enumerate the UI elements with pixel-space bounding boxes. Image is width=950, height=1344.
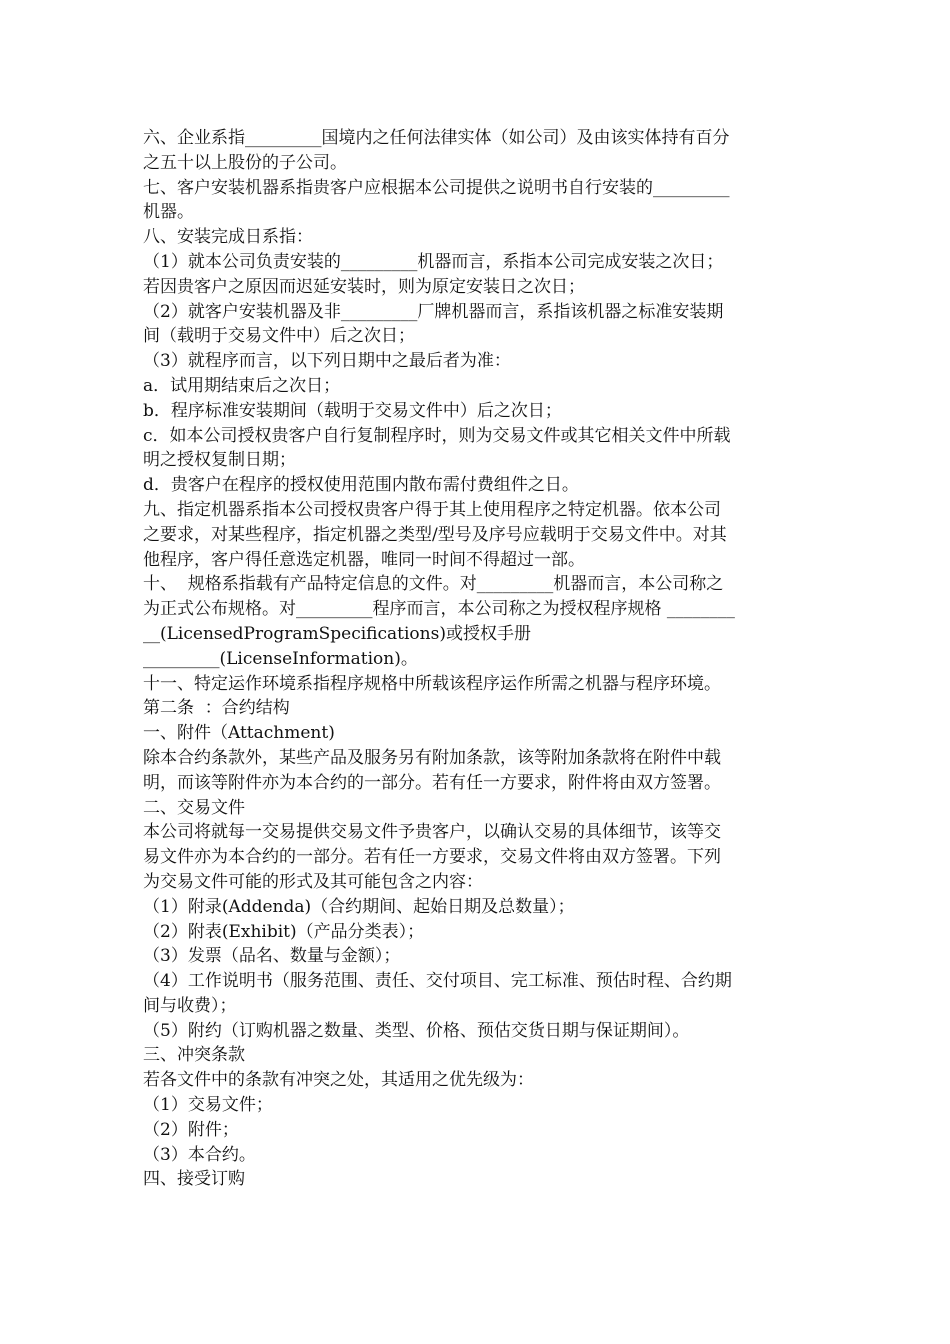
text-line: 十、 规格系指载有产品特定信息的文件。对_________机器而言，本公司称之 [143, 574, 724, 595]
text-line: _________(LicenseInformation)。 [143, 648, 418, 669]
section-heading: 四、接受订购 [143, 1169, 245, 1190]
text-line: 明，而该等附件亦为本合约的一部分。若有任一方要求，附件将由双方签署。 [143, 772, 721, 793]
text-line: c．如本公司授权贵客户自行复制程序时，则为交易文件或其它相关文件中所载 [143, 425, 731, 446]
text-line: 六、企业系指_________国境内之任何法律实体（如公司）及由该实体持有百分 [143, 128, 730, 148]
text-line: 若各文件中的条款有冲突之处，其适用之优先级为： [143, 1070, 534, 1091]
text-line: （3）发票（品名、数量与金额）； [143, 946, 401, 967]
document-body [143, 126, 808, 1192]
text-line: （2）附件； [143, 1119, 239, 1140]
text-line: 明之授权复制日期； [143, 450, 296, 471]
text-line: 易文件亦为本合约的一部分。若有任一方要求，交易文件将由双方签署。下列 [143, 847, 721, 868]
section-heading: 八、安装完成日系指： [143, 227, 313, 248]
text-line: 十一、特定运作环境系指程序规格中所载该程序运作所需之机器与程序环境。 [143, 673, 721, 694]
text-line: 除本合约条款外，某些产品及服务另有附加条款，该等附加条款将在附件中载 [143, 747, 721, 768]
text-line: 机器。 [143, 202, 194, 223]
text-line: __(LicensedProgramSpecifications)或授权手册 [143, 623, 531, 644]
text-line: 为正式公布规格。对_________程序而言，本公司称之为授权程序规格 ________ [143, 599, 735, 620]
text-line: （3）就程序而言，以下列日期中之最后者为准： [143, 351, 511, 372]
text-line: 九、指定机器系指本公司授权贵客户得于其上使用程序之特定机器。依本公司 [143, 499, 721, 520]
text-line: d．贵客户在程序的授权使用范围内散布需付费组件之日。 [143, 475, 579, 496]
text-line: 本公司将就每一交易提供交易文件予贵客户，以确认交易的具体细节，该等交 [143, 822, 721, 843]
text-line: 为交易文件可能的形式及其可能包含之内容： [143, 871, 483, 892]
text-line: （3）本合约。 [143, 1144, 256, 1165]
text-line: b．程序标准安装期间（载明于交易文件中）后之次日； [143, 400, 562, 421]
text-line: 他程序，客户得任意选定机器，唯同一时间不得超过一部。 [143, 549, 585, 570]
text-line: （1）就本公司负责安装的_________机器而言，系指本公司完成安装之次日； [143, 251, 724, 272]
text-line: 之要求，对某些程序，指定机器之类型/型号及序号应载明于交易文件中。对其 [143, 524, 727, 545]
text-line: （2）附表(Exhibit)（产品分类表）； [143, 921, 425, 942]
text-line: （2）就客户安装机器及非_________厂牌机器而言，系指该机器之标准安装期 [143, 301, 724, 322]
text-line: 间（载明于交易文件中）后之次日； [143, 326, 415, 347]
text-line: 之五十以上股份的子公司。 [143, 152, 347, 173]
text-line: 七、客户安装机器系指贵客户应根据本公司提供之说明书自行安装的_________ [143, 177, 730, 198]
section-heading: 二、交易文件 [143, 797, 245, 818]
text-line: （4）工作说明书（服务范围、责任、交付项目、完工标准、预估时程、合约期 [143, 971, 732, 992]
section-heading: 三、冲突条款 [143, 1045, 245, 1066]
text-line: a．试用期结束后之次日； [143, 375, 341, 396]
article-heading: 第二条 ：合约结构 [143, 698, 290, 719]
text-line: （1）交易文件； [143, 1095, 273, 1116]
text-line: 若因贵客户之原因而迟延安装时，则为原定安装日之次日； [143, 276, 585, 297]
text-line: 间与收费）； [143, 995, 237, 1016]
text-line: （1）附录(Addenda)（合约期间、起始日期及总数量）； [143, 896, 575, 917]
text-line: （5）附约（订购机器之数量、类型、价格、预估交货日期与保证期间）。 [143, 1020, 690, 1041]
section-heading: 一、附件（Attachment) [143, 723, 335, 744]
